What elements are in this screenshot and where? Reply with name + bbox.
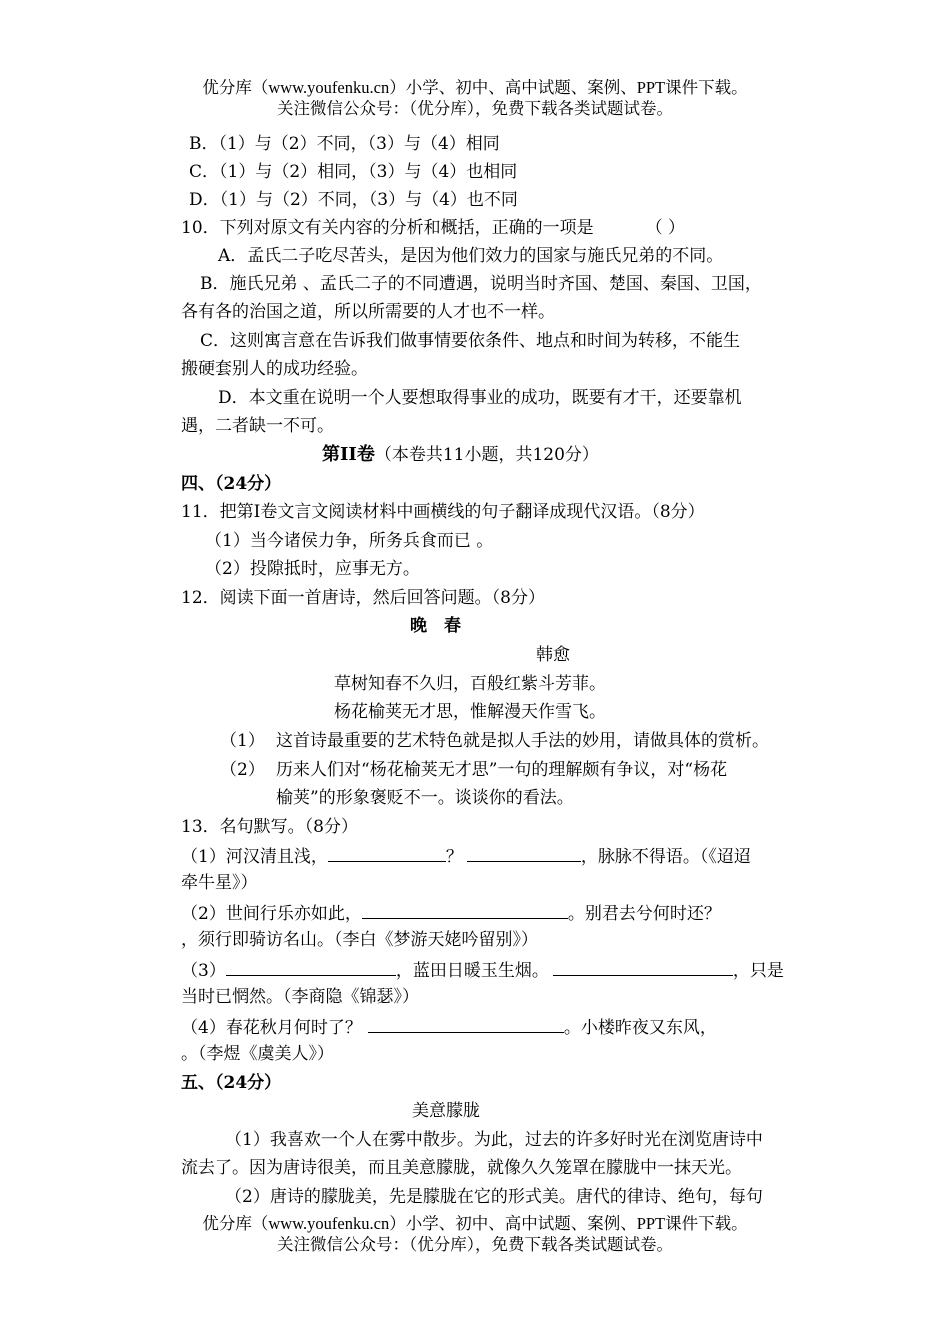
article-title: 美意朦胧 [412, 1101, 480, 1121]
q13-1-text-c: ，脉脉不得语。（《迢迢 [580, 847, 751, 867]
q13-1-blank-1[interactable] [328, 843, 446, 862]
header-line-2: 关注微信公众号：（优分库），免费下载各类试题试卷。 [277, 99, 673, 118]
q10-option-d-line1: D．本文重在说明一个人要想取得事业的成功，既要有才干，还要靠机 [218, 388, 742, 408]
q13-2-text-a: （2）世间行乐亦如此， [181, 904, 362, 924]
q13-3-blank-1[interactable] [226, 957, 396, 976]
section5-heading: 五、（24分） [181, 1073, 282, 1093]
q10-answer-paren: （ ） [645, 218, 686, 238]
footer-line-2: 关注微信公众号：（优分库），免费下载各类试题试卷。 [277, 1235, 673, 1254]
q13-3-text-c: ，只是 [732, 961, 784, 981]
part2-note: （本卷共11小题，共120分） [374, 445, 599, 465]
q10-stem-text: 10．下列对原文有关内容的分析和概括，正确的一项是 [181, 218, 594, 238]
q10-option-b-line1: B．施氏兄弟 、孟氏二子的不同遭遇，说明当时齐国、楚国、秦国、卫国， [200, 274, 762, 294]
article-p2-line1: （2）唐诗的朦胧美，先是朦胧在它的形式美。唐代的律诗、绝句，每句 [225, 1187, 763, 1207]
header-line-1: 优分库（www.youfenku.cn）小学、初中、高中试题、案例、PPT课件下载。 [202, 78, 748, 97]
q13-item-3 [181, 957, 784, 983]
q12-item-2-line1: 历来人们对“杨花榆荚无才思”一句的理解颇有争议，对“杨花 [276, 760, 728, 780]
q13-item-4 [181, 1014, 717, 1040]
poem-author: 韩愈 [536, 645, 570, 665]
q10-option-a: A．孟氏二子吃尽苦头，是因为他们效力的国家与施氏兄弟的不同。 [218, 246, 724, 266]
poem-line-1: 草树知春不久归，百般红紫斗芳菲。 [334, 674, 606, 694]
q13-item-1 [181, 843, 751, 869]
q12-item-2-line2: 榆荚”的形象褒贬不一。谈谈你的看法。 [276, 788, 574, 808]
part2-title: 第II卷 [322, 444, 375, 465]
article-p1-line2: 流去了。因为唐诗很美，而且美意朦胧，就像久久笼罩在朦胧中一抹天光。 [181, 1158, 742, 1178]
q9-option-c: C．（1）与（2）相同，（3）与（4）也相同 [189, 162, 518, 182]
q13-2-blank-1[interactable] [362, 900, 568, 919]
q10-stem [181, 216, 685, 240]
q13-1-line2: 牵牛星》） [181, 873, 258, 893]
q10-option-b-line2: 各有各的治国之道，所以所需要的人才也不一样。 [181, 302, 555, 322]
q13-2-line2: ，须行即骑访名山。（李白《梦游天姥吟留别》） [181, 930, 538, 950]
q9-option-d: D．（1）与（2）不同，（3）与（4）也不同 [189, 190, 518, 210]
part2-heading [322, 443, 599, 467]
q13-1-blank-2[interactable] [467, 843, 581, 862]
q12-item-1-num: （1） [220, 731, 265, 751]
q13-3-blank-2[interactable] [553, 957, 733, 976]
q13-2-text-b: 。别君去兮何时还？ [567, 904, 721, 924]
q10-option-c-line2: 搬硬套别人的成功经验。 [181, 359, 368, 379]
q13-4-blank-1[interactable] [368, 1014, 564, 1033]
q13-4-line2: 。（李煜《虞美人》） [181, 1044, 334, 1064]
q10-option-d-line2: 遇，二者缺一不可。 [181, 416, 334, 436]
q13-4-text-a: （4）春花秋月何时了？ [181, 1018, 362, 1038]
q13-stem: 13．名句默写。（8分） [181, 817, 358, 837]
section4-heading: 四、（24分） [181, 474, 282, 494]
q11-item-2: （2）投隙抵时，应事无方。 [205, 559, 420, 579]
q12-item-2-num: （2） [220, 760, 265, 780]
q11-stem: 11．把第Ⅰ卷文言文阅读材料中画横线的句子翻译成现代汉语。（8分） [181, 502, 705, 522]
q11-item-1: （1）当今诸侯力争，所务兵食而已 。 [205, 531, 494, 551]
q10-option-c-line1: C．这则寓言意在告诉我们做事情要依条件、地点和时间为转移，不能生 [200, 331, 741, 351]
article-p1-line1: （1）我喜欢一个人在雾中散步。为此，过去的许多好时光在浏览唐诗中 [225, 1130, 763, 1150]
q13-item-2 [181, 900, 721, 926]
poem-title: 晚 春 [410, 616, 461, 636]
q13-4-text-b: 。小楼昨夜又东风， [563, 1018, 717, 1038]
q13-3-text-b: ，蓝田日暖玉生烟。 [395, 961, 549, 981]
q13-1-text-a: （1）河汉清且浅， [181, 847, 328, 867]
q9-option-b: B．（1）与（2）不同，（3）与（4）相同 [189, 134, 500, 154]
poem-line-2: 杨花榆荚无才思，惟解漫天作雪飞。 [334, 702, 606, 722]
footer-line-1: 优分库（www.youfenku.cn）小学、初中、高中试题、案例、PPT课件下载。 [202, 1214, 748, 1233]
q13-3-line2: 当时已惘然。（李商隐《锦瑟》） [181, 987, 419, 1007]
q13-1-text-b: ？ [445, 847, 463, 867]
q13-3-text-a: （3） [181, 961, 226, 981]
q12-stem: 12．阅读下面一首唐诗，然后回答问题。（8分） [181, 588, 545, 608]
q12-item-1: 这首诗最重要的艺术特色就是拟人手法的妙用，请做具体的赏析。 [276, 731, 769, 751]
